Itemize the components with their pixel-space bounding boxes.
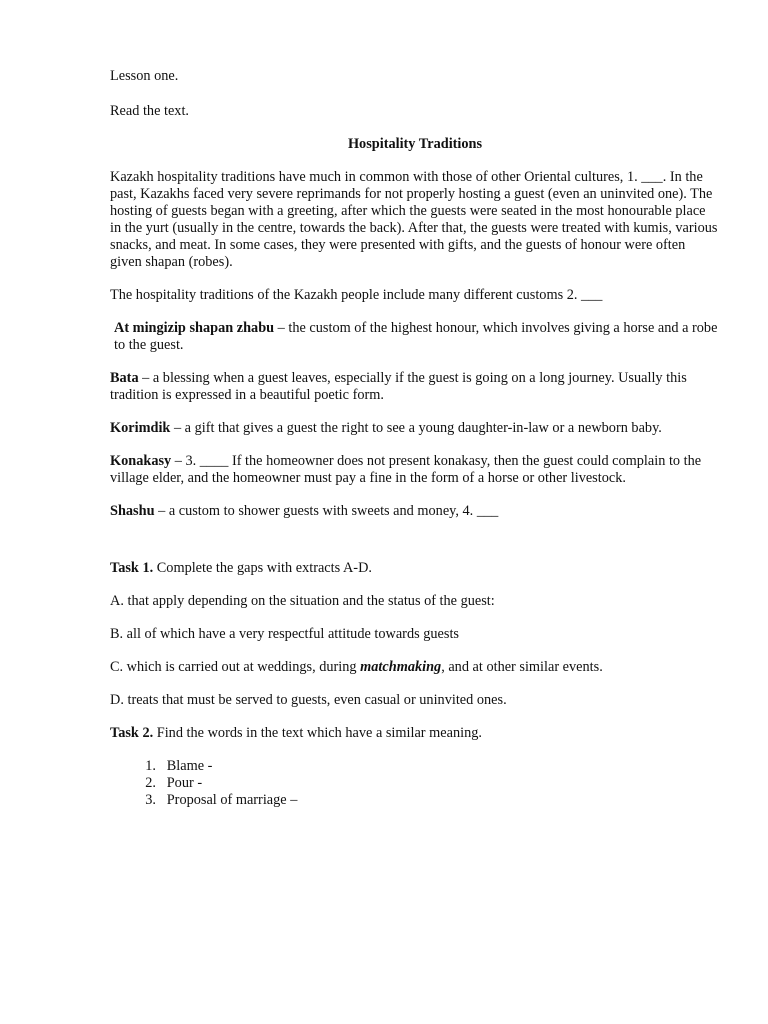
paragraph-customs: The hospitality traditions of the Kazakh people include many different customs 2. ___ (110, 287, 603, 303)
custom-definition: – 3. ____ If the homeowner does not present konakasy, then the guest could complain to the village elder, and the homeowner must pay a fine in the form of a horse or other livestock. (110, 453, 702, 486)
custom-definition: – a gift that gives a guest the right to see a young daughter-in-law or a newborn baby. (170, 420, 662, 436)
task1-option-b: B. all of which have a very respectful attitude towards guests (110, 626, 459, 642)
custom-term: Bata (110, 370, 139, 386)
task2-word-list (110, 758, 720, 809)
task1-label: Task 1. (110, 560, 154, 576)
custom-definition: – the custom of the highest honour, which involves giving a horse and a robe to the guest. (114, 320, 718, 353)
paragraph-intro: Kazakh hospitality traditions have much in common with those of other Oriental cultures, 1. ___. In the past, Kazakhs faced very severe reprimands for not properly hosting a guest (even an uninvited one). The hosting of guests began with a greeting, after which the guests were seated in the most honourable place in the yurt (usually in the centre, towards the back). After that, the guests were treated with kumis, various snacks, and meat. In some cases, they were presented with gifts, and the guests of honour were often given shapan (robes). (110, 169, 718, 270)
custom-item (110, 453, 720, 487)
list-item-number: 2. (145, 775, 156, 791)
custom-term: At mingizip shapan zhabu (114, 320, 275, 336)
task2-heading (110, 725, 720, 742)
document-page (110, 68, 720, 809)
lesson-heading: Lesson one. (110, 68, 179, 84)
custom-item (110, 370, 720, 404)
section-spacer (110, 520, 720, 560)
option-c-text: C. which is carried out at weddings, during (110, 659, 361, 675)
text-title: Hospitality Traditions (347, 136, 483, 152)
list-item-text: Blame - (166, 758, 213, 774)
task1-option-c (110, 659, 720, 676)
custom-item (110, 420, 720, 437)
custom-definition: – a custom to shower guests with sweets and money, 4. ___ (154, 503, 499, 519)
custom-definition: – a blessing when a guest leaves, especially if the guest is going on a long journey. Usually this tradition is expressed in a beautiful poetic form. (110, 370, 687, 403)
list-item-number: 3. (145, 792, 156, 808)
list-item-number: 1. (145, 758, 156, 774)
option-c-emphasis: matchmaking (360, 659, 442, 675)
task2-label: Task 2. (110, 725, 154, 741)
list-item (110, 758, 720, 775)
custom-term: Konakasy (110, 453, 172, 469)
custom-term: Korimdik (110, 420, 171, 436)
custom-term: Shashu (110, 503, 155, 519)
custom-item (110, 320, 720, 354)
task1-option-a: A. that apply depending on the situation and the status of the guest: (110, 593, 495, 609)
custom-item (110, 503, 720, 520)
task1-option-d: D. treats that must be served to guests, even casual or uninvited ones. (110, 692, 507, 708)
task1-heading (110, 560, 720, 577)
list-item (110, 792, 720, 809)
list-item-text: Proposal of marriage – (166, 792, 298, 808)
list-item-text: Pour - (166, 775, 203, 791)
task2-instruction: Find the words in the text which have a similar meaning. (153, 725, 482, 741)
option-c-text-end: , and at other similar events. (441, 659, 603, 675)
task1-instruction: Complete the gaps with extracts A-D. (153, 560, 372, 576)
reading-instruction: Read the text. (110, 103, 190, 119)
list-item (110, 775, 720, 792)
